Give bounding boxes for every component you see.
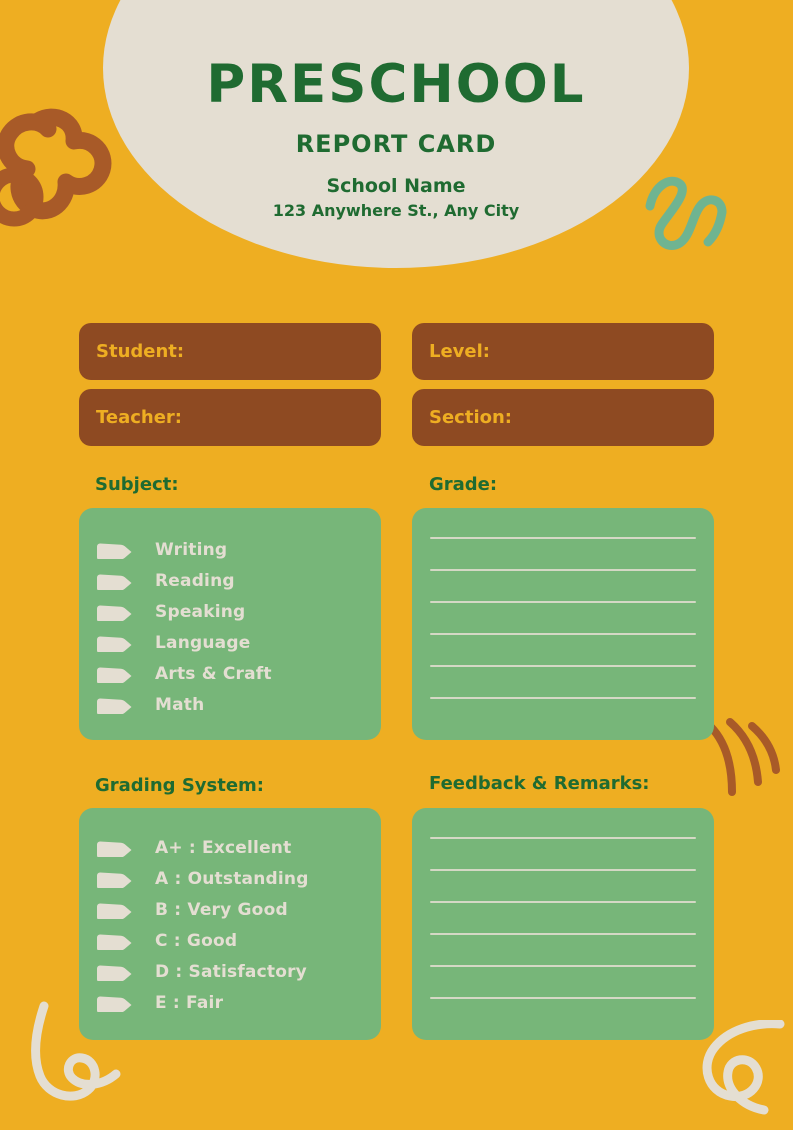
subject-section-label: Subject: [95, 474, 179, 495]
rule-line [430, 537, 696, 539]
level-field[interactable] [412, 323, 714, 380]
school-name: School Name [326, 175, 466, 197]
list-item-label: D : Satisfactory [155, 962, 307, 982]
list-item [79, 659, 381, 690]
list-item-label: Writing [155, 540, 228, 560]
school-address: 123 Anywhere St., Any City [272, 200, 520, 220]
list-item [79, 957, 381, 988]
list-item-label: Speaking [155, 602, 246, 622]
rule-line [430, 665, 696, 667]
header-text-block [103, 54, 689, 221]
grading-system-list [79, 808, 381, 1019]
arrow-icon [97, 872, 133, 888]
grading-system-panel [79, 808, 381, 1040]
rule-line [430, 869, 696, 871]
teacher-field[interactable] [79, 389, 381, 446]
list-item [79, 988, 381, 1019]
arrow-icon [97, 903, 133, 919]
arrow-icon [97, 543, 133, 559]
arrow-icon [97, 698, 133, 714]
list-item-label: E : Fair [155, 993, 224, 1013]
level-field-label: Level: [429, 341, 490, 362]
list-item [79, 690, 381, 721]
arrow-icon [97, 841, 133, 857]
list-item [79, 895, 381, 926]
page-title: PRESCHOOL [206, 54, 586, 115]
list-item-label: A+ : Excellent [155, 838, 292, 858]
feedback-section-label: Feedback & Remarks: [429, 773, 650, 794]
rule-line [430, 965, 696, 967]
rule-line [430, 837, 696, 839]
arrow-icon [97, 605, 133, 621]
arrow-icon [97, 574, 133, 590]
list-item-label: C : Good [155, 931, 238, 951]
subject-list [79, 508, 381, 721]
rule-line [430, 633, 696, 635]
grading-system-section-label: Grading System: [95, 775, 264, 796]
list-item [79, 833, 381, 864]
section-field-label: Section: [429, 407, 512, 428]
arrow-icon [97, 667, 133, 683]
student-field[interactable] [79, 323, 381, 380]
feedback-panel[interactable] [412, 808, 714, 1040]
rule-line [430, 997, 696, 999]
list-item [79, 628, 381, 659]
rule-line [430, 901, 696, 903]
list-item [79, 535, 381, 566]
grade-panel[interactable] [412, 508, 714, 740]
section-field[interactable] [412, 389, 714, 446]
page-subtitle: REPORT CARD [295, 130, 497, 158]
grade-writing-lines [430, 537, 696, 729]
rule-line [430, 601, 696, 603]
feedback-writing-lines [430, 837, 696, 1029]
list-item [79, 864, 381, 895]
grade-section-label: Grade: [429, 474, 498, 495]
rule-line [430, 933, 696, 935]
list-item [79, 926, 381, 957]
arrow-icon [97, 996, 133, 1012]
list-item-label: Language [155, 633, 251, 653]
list-item-label: Arts & Craft [155, 664, 272, 684]
list-item-label: B : Very Good [155, 900, 288, 920]
list-item-label: A : Outstanding [155, 869, 309, 889]
rule-line [430, 697, 696, 699]
arrow-icon [97, 934, 133, 950]
header-dome [103, 0, 689, 268]
list-item [79, 566, 381, 597]
rule-line [430, 569, 696, 571]
student-field-label: Student: [96, 341, 185, 362]
list-item [79, 597, 381, 628]
arrow-icon [97, 965, 133, 981]
subject-panel [79, 508, 381, 740]
list-item-label: Reading [155, 571, 235, 591]
teacher-field-label: Teacher: [96, 407, 183, 428]
arrow-icon [97, 636, 133, 652]
list-item-label: Math [155, 695, 205, 715]
